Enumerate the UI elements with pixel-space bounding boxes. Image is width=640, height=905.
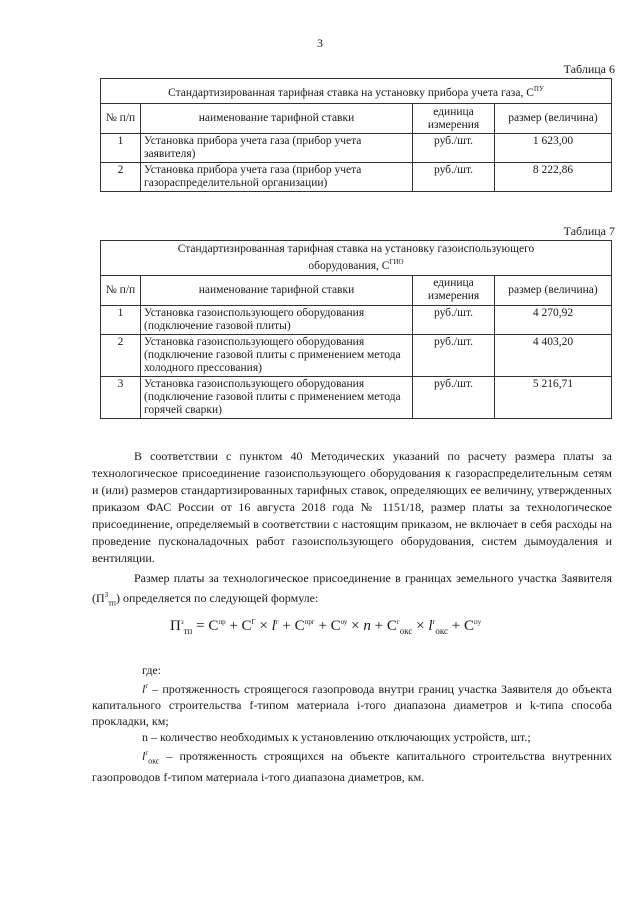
table6-header-num: № п/п <box>101 104 141 134</box>
paragraph-methodology: В соответствии с пунктом 40 Методических указаний по расчету размера платы за технологическое присоединение газоиспользующего оборудования к газораспределительным сетям и (или) размеров стандартизированных тарифных ставок, определяющих ее величину, утвержденных приказом ФАС России от 16 августа 2018 года № 1151/18, размер платы за технологическое присоединение, определяемый в соответствии с настоящим приказом, не включает в себя расходы на проведение пусконаладочных работ газоиспользующего оборудования, систем дымоудаления и вентиляции. <box>92 449 612 565</box>
table-row: 1 Установка прибора учета газа (прибор учета заявителя) руб./шт. 1 623,00 <box>101 134 612 163</box>
page-number: 3 <box>317 36 323 50</box>
paragraph-formula-intro: Размер платы за технологическое присоединение в границах земельного участка Заявителя $(П^З_{тп})$ определяется по следующей формуле: <box>92 571 612 608</box>
where-label: где: <box>142 663 162 677</box>
definitions <box>92 662 612 785</box>
table-row: 3 Установка газоиспользующего оборудования (подключение газовой плиты с применением метода горячей сварки) руб./шт. 5 216,71 <box>101 376 612 418</box>
table-row: 2 Установка прибора учета газа (прибор учета газораспределительной организации) руб./шт. 8 222,86 <box>101 163 612 192</box>
table6 <box>100 78 612 192</box>
table7-header-name: наименование тарифной ставки <box>141 275 413 305</box>
table7-label: Таблица 7 <box>563 224 615 238</box>
table-row: 1 Установка газоиспользующего оборудования (подключение газовой плиты) руб./шт. 4 270,92 <box>101 305 612 334</box>
table6-header-value: размер (величина) <box>495 104 612 134</box>
table7-header-unit: единица измерения <box>413 275 495 305</box>
formula-text: $П^з_{тп} = С^{пр} + С^Г \times l^г + С^{прг} + С^{оу} \times n + С^г_{окс} \times l^г_{окс} + С^{пу}$ <box>170 618 482 636</box>
table7-caption: Стандартизированная тарифная ставка на установку газоиспользующего оборудования, $С^{ГИО}$ <box>101 241 612 276</box>
table6-header-name: наименование тарифной ставки <box>141 104 413 134</box>
table7-header-value: размер (величина) <box>495 275 612 305</box>
definition-lg: $l^г$ – протяженность строящегося газопровода внутри границ участка Заявителя до объекта капитального строительства f-типом материала i-того диапазона диаметров и k-типа способа прокладки, км; <box>92 682 612 728</box>
formula <box>170 618 481 636</box>
definition-lokc: $l^г_{окс}$ – протяженность строящихся на объекте капитального строительства внутренних газопроводов f-типом материала i-того диапазона диаметров, км. <box>92 749 612 785</box>
table7-header-num: № п/п <box>101 275 141 305</box>
table-row: 2 Установка газоиспользующего оборудования (подключение газовой плиты с применением метода холодного прессования) руб./шт. 4 403,20 <box>101 334 612 376</box>
table6-caption: Стандартизированная тарифная ставка на установку прибора учета газа, $С^{ПУ}$ <box>101 79 612 104</box>
table6-header-unit: единица измерения <box>413 104 495 134</box>
table6-label: Таблица 6 <box>563 62 615 76</box>
definition-n: n – количество необходимых к установлению отключающих устройств, шт.; <box>142 730 531 744</box>
table7 <box>100 240 612 419</box>
